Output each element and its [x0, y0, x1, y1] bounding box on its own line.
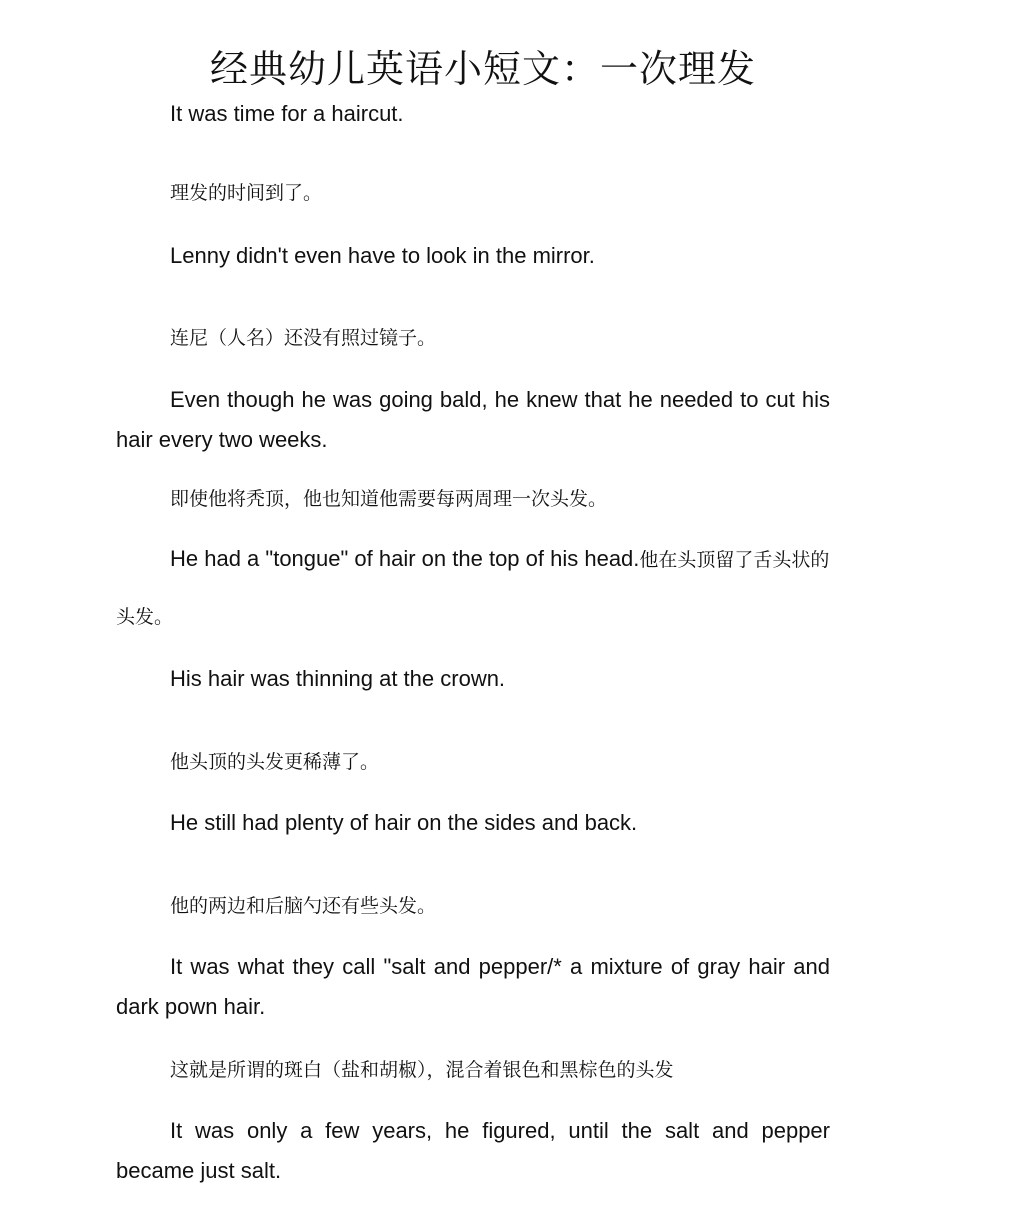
paragraph-english-1: It was time for a haircut. — [170, 101, 404, 126]
paragraph-chinese-6: 他的两边和后脑勺还有些头发。 — [170, 895, 437, 917]
paragraph-english-4: He had a "tongue" of hair on the top of his head. — [170, 546, 640, 571]
paragraph-english-2: Lenny didn't even have to look in the mirror. — [170, 243, 595, 268]
paragraph-mixed-4 — [116, 531, 830, 645]
paragraph-chinese-4: 他在头顶留了舌头状的头发。 — [116, 549, 830, 628]
paragraph-chinese-2: 连尼（人名）还没有照过镜子。 — [170, 327, 437, 349]
paragraph-english-5: His hair was thinning at the crown. — [170, 666, 506, 691]
paragraph-english-3: Even though he was going bald, he knew that he needed to cut his hair every two weeks. — [116, 387, 830, 452]
paragraph-english-6: He still had plenty of hair on the sides and back. — [170, 810, 638, 835]
paragraph-chinese-7: 这就是所谓的斑白（盐和胡椒），混合着银色和黑棕色的头发 — [170, 1059, 674, 1081]
paragraph-english-7: It was what they call "salt and pepper/* a mixture of gray hair and dark pown hair. — [116, 954, 830, 1019]
paragraph-english-8: It was only a few years, he figured, until the salt and pepper became just salt. — [116, 1118, 830, 1183]
document-title: 经典幼儿英语小短文：一次理发 — [210, 47, 757, 92]
paragraph-chinese-5: 他头顶的头发更稀薄了。 — [170, 751, 380, 773]
paragraph-chinese-1: 理发的时间到了。 — [170, 182, 323, 204]
paragraph-chinese-3: 即使他将秃顶，他也知道他需要每两周理一次头发。 — [170, 488, 608, 510]
